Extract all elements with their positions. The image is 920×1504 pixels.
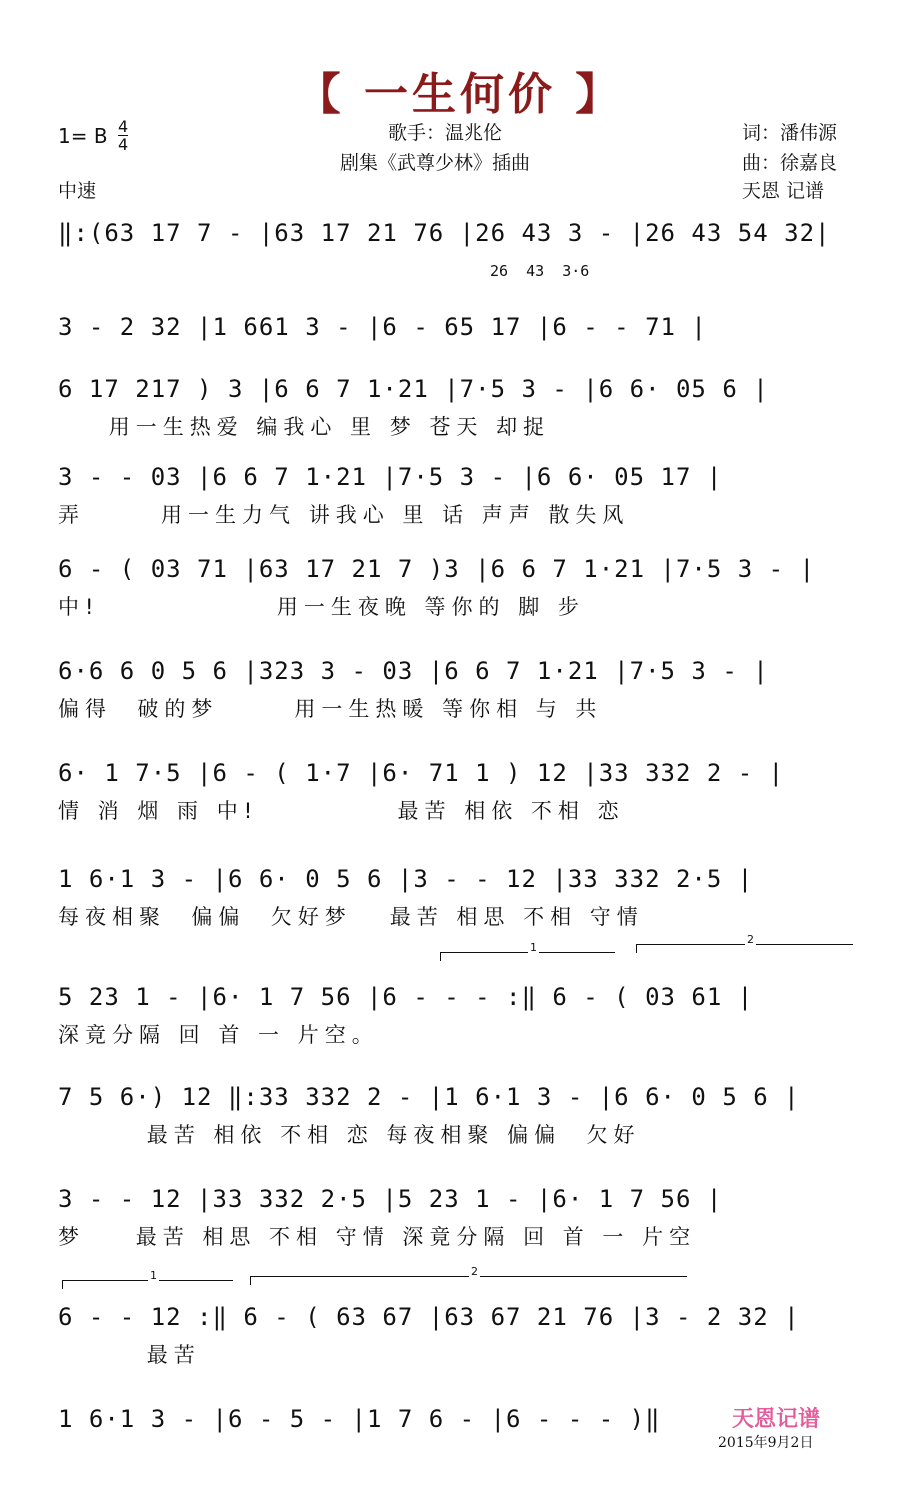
score-row-11 [58,1182,868,1252]
lyrics-line: 最苦 相依 不相 恋 每夜相聚 偏偏 欠好 [58,1123,641,1147]
lyrics-line: 深竟分隔 回 首 一 片空。 [58,1023,379,1047]
score-row-3 [58,372,868,442]
score-row-5 [58,552,868,622]
time-signature [118,118,128,153]
lyricist-credit: 词：潘伟源 [742,122,838,144]
transcriber-stamp: 天恩记谱 [732,1406,821,1432]
lyrics-line: 每夜相聚 偏偏 欠好梦 最苦 相思 不相 守情 [58,905,644,929]
volta-second-ending-2: 2 [250,1276,687,1285]
notation-line: 6 - ( 03 71 |63 17 21 7 )3 |6 6 7 1·21 |7·5 3 - | [58,555,816,583]
notation-line: 1 6·1 3 - |6 - 5 - |1 7 6 - |6 - - - )‖ [58,1405,661,1433]
notation-line: ‖:(63 17 7 - |63 17 21 76 |26 43 3 - |26 43 54 32| [58,219,831,247]
time-signature-bottom: 4 [118,135,129,154]
score-row-1 [58,216,868,286]
volta-second-ending: 2 [636,944,853,953]
notation-line: 6· 1 7·5 |6 - ( 1·7 |6· 71 1 ) 12 |33 332 2 - | [58,759,785,787]
lyrics-line: 中! 用一生夜晚 等你的 脚 步 [58,595,585,619]
singer-credit: 歌手：温兆伦 [388,122,503,144]
notation-line: 6 - - 12 :‖ 6 - ( 63 67 |63 67 21 76 |3 - 2 32 | [58,1303,800,1331]
transcriber-credit: 天恩 记谱 [742,180,825,202]
score-row-8 [58,862,868,932]
lyrics-line [58,256,868,286]
tempo-marking: 中速 [58,180,97,202]
lyrics-line: 偏得 破的梦 用一生热暖 等你相 与 共 [58,697,603,721]
score-row-12 [58,1300,868,1370]
score-row-2 [58,310,868,380]
key-signature: 1= B [58,124,108,148]
score-row-9 [58,980,868,1050]
lyrics-line: 用一生热爱 编我心 里 梦 苍天 却捉 [58,415,551,439]
drama-credit: 剧集《武尊少林》插曲 [340,152,531,174]
notation-line: 3 - - 03 |6 6 7 1·21 |7·5 3 - |6 6· 05 17 | [58,463,723,491]
song-title: 【 一生何价 】 [296,69,624,120]
score-row-6 [58,654,868,724]
notation-line: 3 - 2 32 |1 661 3 - |6 - 65 17 |6 - - 71 | [58,313,707,341]
notation-line: 1 6·1 3 - |6 6· 0 5 6 |3 - - 12 |33 332 2·5 | [58,865,754,893]
lyrics-line: 梦 最苦 相思 不相 守情 深竟分隔 回 首 一 片空 [58,1225,697,1249]
notation-line: 7 5 6·) 12 ‖:33 332 2 - |1 6·1 3 - |6 6· 0 5 6 | [58,1083,800,1111]
volta-first-ending: 1 [440,952,615,961]
composer-credit: 曲：徐嘉良 [742,152,838,174]
lyrics-line: 情 消 烟 雨 中! 最苦 相依 不相 恋 [58,799,625,823]
lyrics-line: 弄 用一生力气 讲我心 里 话 声声 散失风 [58,503,630,527]
notation-line: 3 - - 12 |33 332 2·5 |5 23 1 - |6· 1 7 56 | [58,1185,723,1213]
ossia-line: 26 43 3·6 [490,262,590,280]
score-row-10 [58,1080,868,1150]
notation-line: 6 17 217 ) 3 |6 6 7 1·21 |7·5 3 - |6 6· 05 6 | [58,375,769,403]
score-row-7 [58,756,868,826]
transcription-date: 2015年9月2日 [718,1435,814,1451]
volta-first-ending-2: 1 [62,1280,233,1289]
lyrics-line: 最苦 [58,1343,201,1367]
time-signature-top: 4 [118,117,129,136]
notation-line: 6·6 6 0 5 6 |323 3 - 03 |6 6 7 1·21 |7·5 3 - | [58,657,769,685]
notation-line: 5 23 1 - |6· 1 7 56 |6 - - - :‖ 6 - ( 03 61 | [58,983,754,1011]
score-row-4 [58,460,868,530]
